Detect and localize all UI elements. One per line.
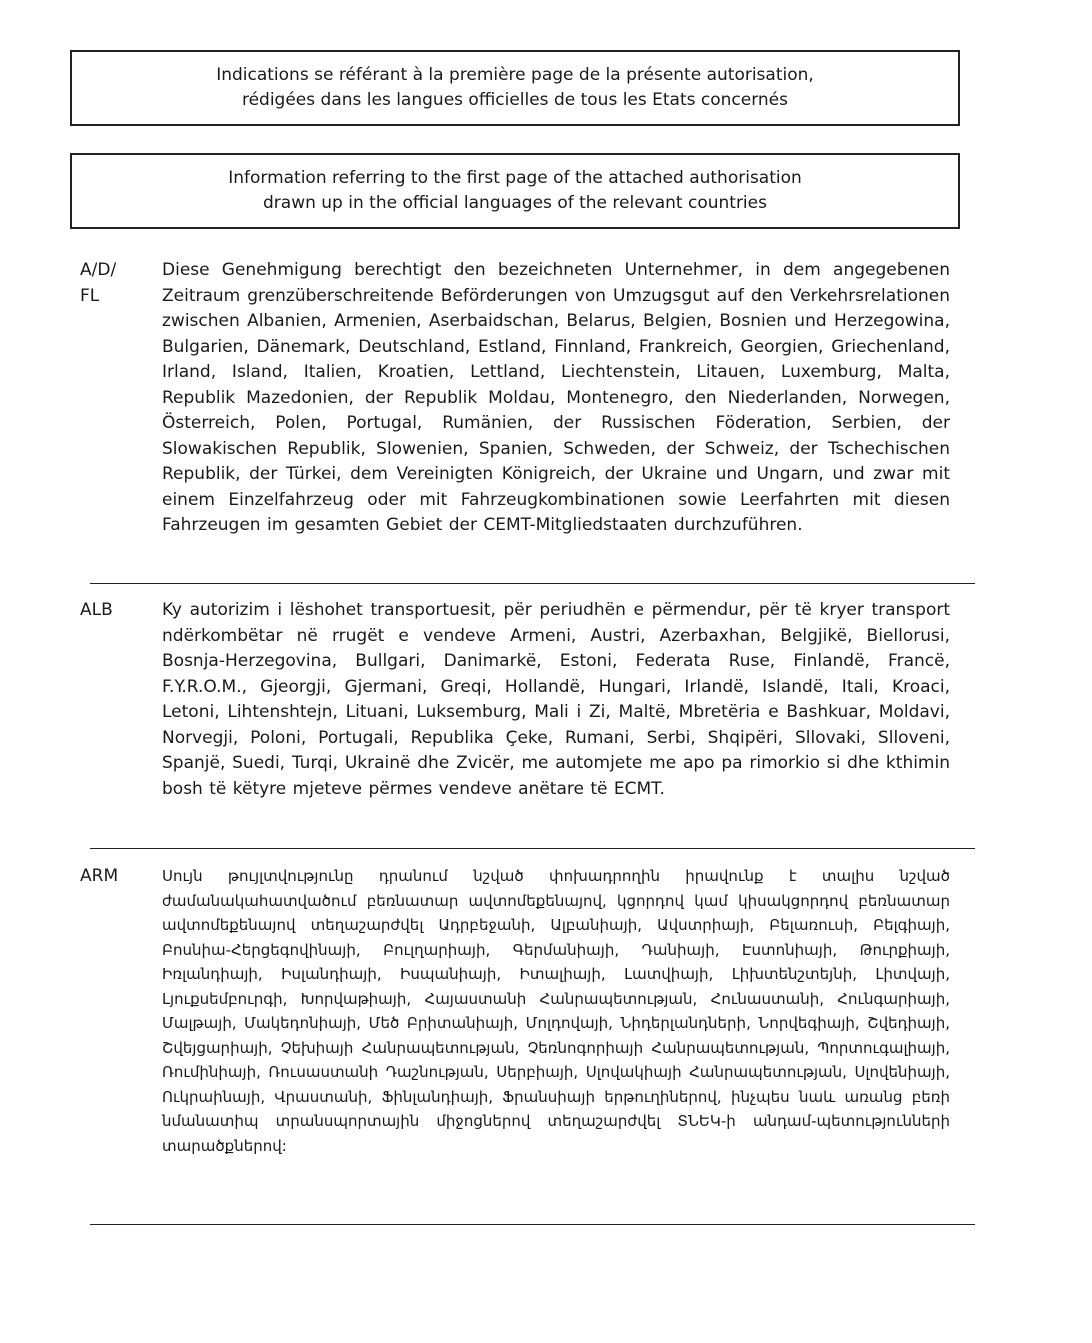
country-code-line-2: FL: [80, 285, 100, 306]
section-arm: [80, 864, 950, 1209]
section-text-albanian: Ky autorizim i lëshohet transportuesit, për periudhën e përmendur, për të kryer transport ndërkombëtar në rrugët e vendeve Armeni, Austri, Azerbaxhan, Belgjikë, Biellorusi, Bosnja-Herzegovina, Bullgari, Danimarkë, Estoni, Federata Ruse, Finlandë, Francë, F.Y.R.O.M., Gjeorgji, Gjermani, Greqi, Hollandë, Hungari, Irlandë, Islandë, Itali, Kroaci, Letoni, Lihtenshtejn, Lituani, Luksemburg, Mali i Zi, Maltë, Mbretëria e Bashkuar, Moldavi, Norvegji, Poloni, Portugali, Republika Çeke, Rumani, Serbi, Shqipëri, Sllovaki, Slloveni, Spanjë, Suedi, Turqi, Ukrainë dhe Zvicër, me automjete me apo pa rimorkio si dhe kthimin bosh të këtyre mjeteve përmes vendeve anëtare të ECMT.: [162, 600, 950, 799]
country-code-line-1: ARM: [80, 866, 119, 886]
section-text-armenian: Սույն թույլտվությունը դրանում նշված փոխադրողին իրավունք է տալիս նշված ժամանակահատվածում բեռնատար ավտոմեքենայով, կցորդով կամ կիսակցորդով բեռնատար ավտոմեքենայով տեղաշարժվել Ադրբեջանի, Ալբանիայի, Ավստրիայի, Բելառուսի, Բելգիայի, Բոսնիա-Հերցեգովինայի, Բուլղարիայի, Գերմանիայի, Դանիայի, Էստոնիայի, Թուրքիայի, Իռլանդիայի, Իսլանդիայի, Իսպանիայի, Իտալիայի, Լատվիայի, Լիխտենշտեյնի, Լիտվայի, Լյուքսեմբուրգի, Խորվաթիայի, Հայաստանի Հանրապետության, Հունաստանի, Հունգարիայի, Մալթայի, Մակեդոնիայի, Մեծ Բրիտանիայի, Մոլդովայի, Նիդերլանդների, Նորվեգիայի, Շվեդիայի, Շվեյցարիայի, Չեխիայի Հանրապետության, Չեռնոգորիայի Հանրապետության, Պորտուգալիայի, Ռումինիայի, Ռուսաստանի Դաշնության, Սերբիայի, Սլովակիայի Հանրապետության, Սլովենիայի, Ուկրաինայի, Վրաստանի, Ֆինլանդիայի, Ֆրանսիայի երթուղիներով, ինչպես նաև առանց բեռի նմանատիպ տրանսպորտային միջոցներով տեղաշարժվել ՏՆԵԿ-ի անդամ-պետությունների տարածքներով:: [162, 867, 950, 1155]
country-code-line-1: A/D/: [80, 260, 117, 280]
country-code: [80, 258, 150, 309]
header-fr-line-1: Indications se référant à la première page de la présente autorisation,: [216, 65, 814, 85]
section-a-d-fl: [80, 258, 950, 568]
section-alb: [80, 598, 950, 838]
section-divider: [90, 1224, 975, 1225]
section-divider: [90, 583, 975, 584]
header-box-english: [70, 153, 960, 229]
section-text-german: Diese Genehmigung berechtigt den bezeichneten Unternehmer, in dem angegebenen Zeitraum grenzüberschreitende Beförderungen von Umzugsgut auf den Verkehrsrelationen zwischen Albanien, Armenien, Aserbaidschan, Belarus, Belgien, Bosnien und Herzegowina, Bulgarien, Dänemark, Deutschland, Estland, Finnland, Frankreich, Georgien, Griechenland, Irland, Island, Italien, Kroatien, Lettland, Liechtenstein, Litauen, Luxemburg, Malta, Republik Mazedonien, der Republik Moldau, Montenegro, den Niederlanden, Norwegen, Österreich, Polen, Portugal, Rumänien, der Russischen Föderation, Serbien, der Slowakischen Republik, Slowenien, Spanien, Schweden, der Schweiz, der Tschechischen Republik, der Türkei, dem Vereinigten Königreich, der Ukraine und Ungarn, und zwar mit einem Einzelfahrzeug oder mit Fahrzeugkombinationen sowie Leerfahrten mit diesen Fahrzeugen im gesamten Gebiet der CEMT-Mitgliedstaaten durchzuführen.: [162, 260, 950, 535]
header-fr-line-2: rédigées dans les langues officielles de tous les Etats concernés: [241, 90, 789, 110]
country-code: [80, 598, 150, 624]
header-en-line-2: drawn up in the official languages of the relevant countries: [263, 193, 767, 213]
header-box-french: [70, 50, 960, 126]
section-divider: [90, 848, 975, 849]
country-code-line-1: ALB: [80, 600, 113, 620]
country-code: [80, 864, 150, 890]
header-en-line-1: Information referring to the first page of the attached authorisation: [228, 168, 802, 188]
